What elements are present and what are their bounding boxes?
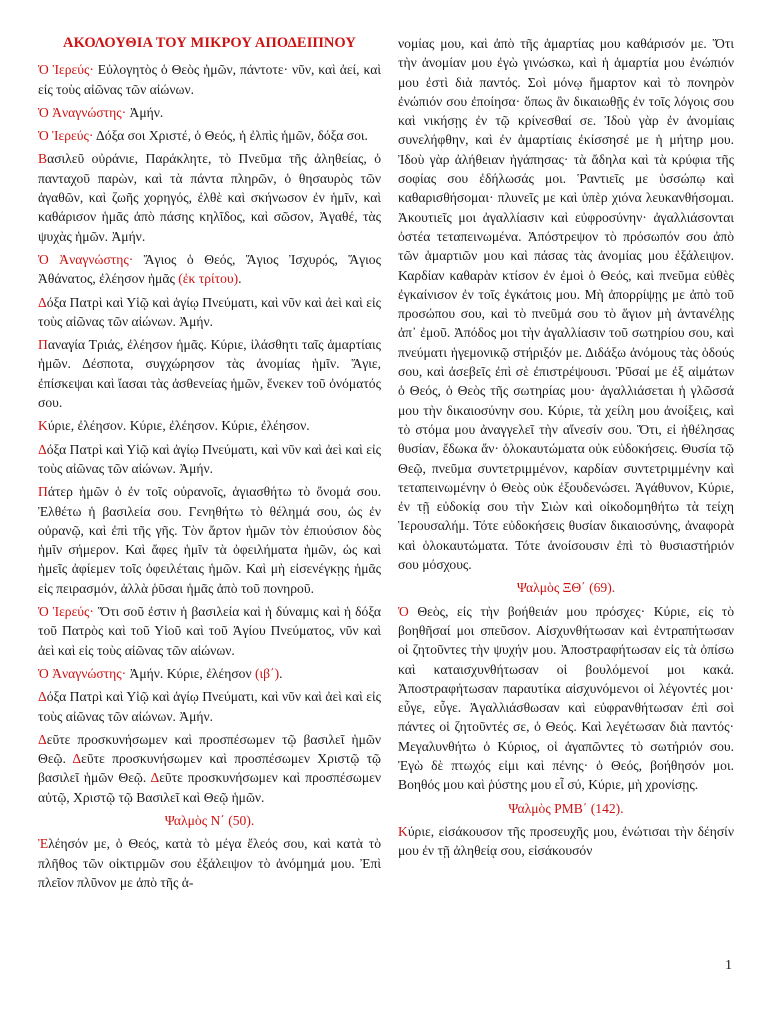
paragraph-text: εῦτε προσκυνήσωμεν καὶ προσπέσωμεν αὐτῷ, Χριστῷ τῷ Βασιλεῖ καὶ Θεῷ ἡμῶν.: [38, 770, 381, 805]
paragraph-text: Ἀμήν.: [126, 104, 164, 120]
text-paragraph: [398, 822, 734, 861]
red-initial: Δ: [38, 731, 47, 747]
paragraph-text: Ἀμήν. Κύριε, ἐλέησον: [126, 665, 255, 681]
paragraph-text: Θεὸς, εἰς τὴν βοήθειάν μου πρόσχες· Κύριε, εἰς τὸ βοηθῆσαί μοι σπεῦσον. Αἰσχυνθήτωσαν καὶ ἐντραπήτωσαν οἱ ζητοῦντες τὴν ψυχήν μου. Ἀποστραφήτωσαν εἰς τὰ ὀπίσω καὶ καταισχυνθήτωσαν οἱ βουλόμενοί μοι κακά. Ἀποστραφήτωσαν παραυτίκα αἰσχυνόμενοι οἱ λέγοντές μοι· εὖγε, εὖγε. Ἀγαλλιάσθωσαν καὶ εὐφρανθήτωσαν ἐπὶ σοὶ πάντες οἱ ζητοῦντές σε, ὁ Θεός. Καὶ λεγέτωσαν διὰ παντός· Μεγαλυνθήτω ὁ Κύριος, οἱ ἀγαπῶντες τὸ σωτήριόν σου. Ἐγὼ δὲ πτωχός εἰμι καὶ πένης· ὁ Θεός, βοήθησόν μοι. Βοηθός μου καὶ ῥύστης μου εἶ σύ, Κύριε, μὴ χρονίσῃς.: [398, 603, 734, 793]
paragraph-text: ύριε, εἰσάκουσον τῆς προσευχῆς μου, ἐνώτισαι τὴν δέησίν μου ἐν τῇ ἀληθείᾳ σου, εἰσάκουσόν: [398, 823, 734, 859]
speaker-label: Ὁ Ἀναγνώστης·: [38, 665, 127, 681]
page-number: 1: [725, 958, 732, 973]
paragraph-text: άτερ ἡμῶν ὁ ἐν τοῖς οὐρανοῖς, ἁγιασθήτω τὸ ὄνομά σου. Ἐλθέτω ἡ βασιλεία σου. Γενηθήτω τὸ θέλημά σου, ὡς ἐν οὐρανῷ, καὶ ἐπὶ τῆς γῆς. Τὸν ἄρτον ἡμῶν τὸν ἐπιούσιον δὸς ἡμῖν σήμερον. Καὶ ἄφες ἡμῖν τὰ ὀφειλήματα ἡμῶν, ὡς καὶ ἡμεῖς ἀφίεμεν τοῖς ὀφειλέταις ἡμῶν. Καὶ μὴ εἰσενέγκῃς ἡμᾶς εἰς πειρασμόν, ἀλλὰ ῥῦσαι ἡμᾶς ἀπὸ τοῦ πονηροῦ.: [38, 484, 381, 596]
paragraph-text: όξα Πατρὶ καὶ Υἱῷ καὶ ἁγίῳ Πνεύματι, καὶ νῦν καὶ ἀεὶ καὶ εἰς τοὺς αἰῶνας τῶν αἰώνων. Ἀμήν.: [38, 441, 381, 476]
red-initial: Π: [38, 337, 48, 353]
left-column-body: [38, 60, 381, 892]
paragraph-text: εῦτε προσκυνήσωμεν καὶ προσπέσωμεν Χριστῷ τῷ βασιλεῖ ἡμῶν Θεῷ.: [38, 751, 381, 786]
rubric-note: (ἐκ τρίτου): [178, 271, 239, 287]
speaker-label: Ὁ Ἱερεύς·: [38, 128, 94, 144]
red-initial: Δ: [38, 689, 47, 705]
paragraph-text: νομίας μου, καὶ ἀπὸ τῆς ἁμαρτίας μου καθάρισόν με. Ὅτι τὴν ἀνομίαν μου ἐγὼ γινώσκω, καὶ ἡ ἁμαρτία μου ἐνώπιόν μου ἐστὶ διὰ παντός. Σοὶ μόνῳ ἥμαρτον καὶ τὸ πονηρὸν ἐνώπιόν σου ἐποίησα· ὅπως ἂν δικαιωθῇς ἐν τοῖς λόγοις σου καὶ νικήσῃς ἐν τῷ κρίνεσθαί σε. Ἰδοὺ γὰρ ἐν ἀνομίαις συνελήφθην, καὶ ἐν ἁμαρτίαις ἐκίσσησέ με ἡ μήτηρ μου. Ἰδοὺ γὰρ ἀλήθειαν ἠγάπησας· τὰ ἄδηλα καὶ τὰ κρύφια τῆς σοφίας σου ἐδήλωσάς μοι. Ῥαντιεῖς με ὑσσώπῳ καὶ καθαρισθήσομαι· πλυνεῖς με καὶ ὑπὲρ χιόνα λευκανθήσομαι. Ἀκουτιεῖς μοι ἀγαλλίασιν καὶ εὐφροσύνην· ἀγαλλιάσονται ὀστέα τεταπεινωμένα. Ἀπόστρεψον τὸ πρόσωπόν σου ἀπὸ τῶν ἁμαρτιῶν μου καὶ πάσας τὰς ἀνομίας μου ἐξάλειψον. Καρδίαν καθαρὰν κτίσον ἐν ἐμοὶ ὁ Θεός, καὶ πνεῦμα εὐθὲς ἐγκαίνισον ἐν τοῖς ἐγκάτοις μου. Μὴ ἀπορρίψῃς με ἀπὸ τοῦ προσώπου σου, καὶ τὸ πνεῦμά σου τὸ ἅγιον μὴ ἀντανέλῃς ἀπ᾿ ἐμοῦ. Ἀπόδος μοι τὴν ἀγαλλίασιν τοῦ σωτηρίου σου, καὶ πνεύματι ἡγεμονικῷ στήριξόν με. Διδάξω ἀνόμους τὰς ὁδούς σου, καὶ ἀσεβεῖς ἐπὶ σὲ ἐπιστρέψουσι. Ῥῦσαί με ἐξ αἱμάτων ὁ Θεός, ὁ Θεὸς τῆς σωτηρίας μου· ἀγαλλιάσεται ἡ γλῶσσά μου τὴν δικαιοσύνην σου. Κύριε, τὰ χείλη μου ἀνοίξεις, καὶ τὸ στόμα μου ἀναγγελεῖ τὴν αἴνεσίν σου. Ὅτι, εἰ ἠθέλησας θυσίαν, ἔδωκα ἄν· ὁλοκαυτώματα οὐκ εὐδοκήσεις. Θυσία τῷ Θεῷ, πνεῦμα συντετριμμένον, καρδίαν συντετριμμένην καὶ τεταπεινωμένην ὁ Θεὸς οὐκ ἐξουδενώσει. Ἀγάθυνον, Κύριε, ἐν τῇ εὐδοκίᾳ σου τὴν Σιὼν καὶ οἰκοδομηθήτω τὰ τείχη Ἱερουσαλήμ. Τότε εὐδοκήσεις θυσίαν δικαιοσύνης, ἀναφορὰ καὶ ὁλοκαυτώματα. Τότε ἀνοίσουσιν ἐπὶ τὸ θυσιαστήριόν σου μόσχους.: [398, 36, 734, 573]
paragraph-text: ασιλεῦ οὐράνιε, Παράκλητε, τὸ Πνεῦμα τῆς ἀληθείας, ὁ πανταχοῦ παρὼν, καὶ τὰ πάντα πληρῶν, ὁ θησαυρὸς τῶν ἀγαθῶν, καὶ ζωῆς χορηγός, ἐλθὲ καὶ σκήνωσον ἐν ἡμῖν, καὶ καθάρισον ἡμᾶς ἀπὸ πάσης κηλῖδος, καὶ σῶσον, Ἀγαθέ, τὰς ψυχὰς ἡμῶν. Ἀμήν.: [38, 151, 381, 244]
right-column: [398, 34, 734, 864]
psalm-heading: Ψαλμὸς ΡΜΒ΄ (142).: [508, 800, 624, 816]
red-initial: Δ: [150, 770, 160, 786]
rubric-note: (ιβ΄): [255, 665, 280, 681]
speaker-label: Ὁ Ἀναγνώστης·: [38, 251, 134, 267]
text-paragraph: [38, 149, 381, 245]
text-paragraph: [38, 440, 381, 479]
red-initial: Π: [38, 484, 48, 500]
red-initial: Δ: [38, 294, 47, 310]
text-paragraph: [38, 730, 381, 807]
text-paragraph: [38, 335, 381, 412]
red-initial: Κ: [38, 418, 48, 434]
speaker-label: Ὁ Ἱερεύς·: [38, 604, 94, 620]
psalm-heading: Ψαλμὸς ΞΘ΄ (69).: [516, 580, 616, 596]
text-paragraph: [38, 416, 381, 435]
paragraph-text: Ὅτι σοῦ ἐστιν ἡ βασιλεία καὶ ἡ δύναμις καὶ ἡ δόξα τοῦ Πατρὸς καὶ τοῦ Υἱοῦ καὶ τοῦ Ἁγίου Πνεύματος, νῦν καὶ ἀεὶ καὶ εἰς τοὺς αἰῶνας τῶν αἰώνων.: [38, 604, 382, 658]
text-paragraph: [38, 103, 381, 122]
red-initial: Κ: [398, 823, 408, 839]
text-paragraph: [38, 293, 381, 332]
text-paragraph: [38, 250, 381, 289]
paragraph-text: αναγία Τριάς, ἐλέησον ἡμᾶς. Κύριε, ἱλάσθητι ταῖς ἁμαρτίαις ἡμῶν. Δέσποτα, συγχώρησον τὰς ἀνομίας ἡμῖν. Ἅγιε, ἐπίσκεψαι καὶ ἴασαι τὰς ἀσθενείας ἡμῶν, ἕνεκεν τοῦ ὀνόματός σου.: [38, 337, 381, 411]
paragraph-text: Εὐλογητὸς ὁ Θεὸς ἡμῶν, πάντοτε· νῦν, καὶ ἀεί, καὶ εἰς τοὺς αἰῶνας τῶν αἰώνων.: [38, 62, 381, 97]
text-paragraph: [38, 602, 381, 660]
red-initial: Δ: [38, 441, 47, 457]
paragraph-end: .: [279, 665, 283, 681]
text-paragraph: [38, 834, 381, 892]
paragraph-text: Ἅγιος ὁ Θεός, Ἅγιος Ἰσχυρός, Ἅγιος Ἀθάνατος, ἐλέησον ἡμᾶς: [38, 251, 381, 287]
left-column: [38, 34, 381, 896]
paragraph-text: λέησόν με, ὁ Θεός, κατὰ τὸ μέγα ἔλεός σου, καὶ κατὰ τὸ πλῆθος τῶν οἰκτιρμῶν σου ἐξάλειψον τὸ ἀνόμημά μου. Ἐπὶ πλεῖον πλῦνον με ἀπὸ τῆς ἀ-: [38, 836, 381, 890]
paragraph-text: όξα Πατρὶ καὶ Υἱῷ καὶ ἁγίῳ Πνεύματι, καὶ νῦν καὶ ἀεὶ καὶ εἰς τοὺς αἰῶνας τῶν αἰώνων. Ἀμήν.: [38, 294, 381, 329]
speaker-label: Ὁ Ἱερεύς·: [38, 62, 94, 78]
red-initial: Δ: [72, 751, 82, 767]
right-column-body: [398, 34, 734, 860]
red-initial: Ἐ: [38, 836, 49, 852]
text-paragraph: [38, 664, 381, 683]
text-paragraph: [38, 687, 381, 726]
paragraph-text: ύριε, ἐλέησον. Κύριε, ἐλέησον. Κύριε, ἐλέησον.: [47, 418, 310, 434]
text-paragraph: [398, 602, 734, 795]
text-paragraph: [38, 482, 381, 598]
text-paragraph: [38, 60, 381, 99]
red-initial: Β: [38, 151, 48, 167]
paragraph-text: όξα Πατρὶ καὶ Υἱῷ καὶ ἁγίῳ Πνεύματι, καὶ νῦν καὶ ἀεὶ καὶ εἰς τοὺς αἰῶνας τῶν αἰώνων. Ἀμήν.: [38, 689, 381, 724]
paragraph-text: Δόξα σοι Χριστέ, ὁ Θεός, ἡ ἐλπὶς ἡμῶν, δόξα σοι.: [93, 128, 368, 144]
speaker-label: Ὁ Ἀναγνώστης·: [38, 104, 127, 120]
red-initial: Ὁ: [398, 603, 409, 619]
psalm-heading: Ψαλμὸς Ν΄ (50).: [164, 812, 255, 828]
text-paragraph: [38, 126, 381, 145]
document-title: ΑΚΟΛΟΥΘΙΑ ΤΟΥ ΜΙΚΡΟΥ ΑΠΟΔΕΙΠΝΟΥ: [63, 35, 356, 51]
text-paragraph: [398, 34, 734, 574]
paragraph-end: .: [238, 271, 242, 287]
paragraph-text: εῦτε προσκυνήσωμεν καὶ προσπέσωμεν τῷ βασιλεῖ ἡμῶν Θεῷ.: [38, 731, 381, 767]
